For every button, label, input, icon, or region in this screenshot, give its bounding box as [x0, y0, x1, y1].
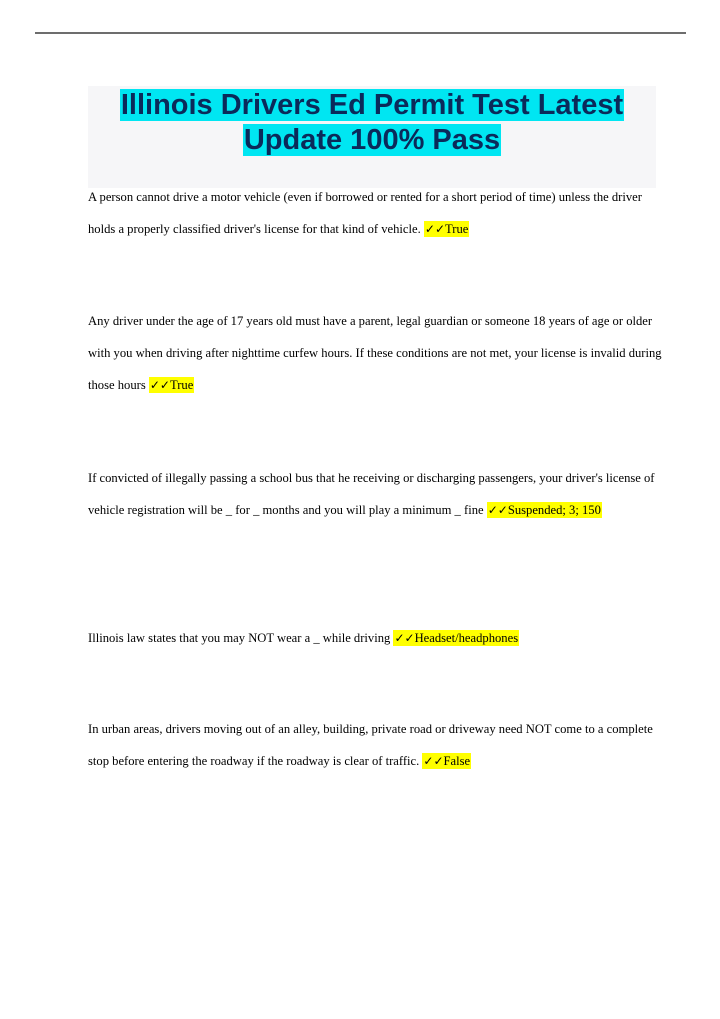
title-block: [88, 86, 656, 188]
question-text: In urban areas, drivers moving out of an alley, building, private road or driveway need NOT come to a complete stop before entering the roadway if the roadway is clear of traffic.: [88, 722, 653, 768]
question-item: [88, 622, 668, 654]
document-title: [88, 88, 656, 158]
answer-highlight: [393, 630, 519, 646]
answer-highlight: [422, 753, 471, 769]
answer-text: True: [445, 222, 469, 236]
top-divider: [35, 32, 686, 34]
double-check-icon: ✓✓: [487, 503, 508, 517]
question-text: Illinois law states that you may NOT wear a _ while driving: [88, 631, 391, 645]
double-check-icon: ✓✓: [394, 631, 415, 645]
question-text: Any driver under the age of 17 years old must have a parent, legal guardian or someone 18 years of age or older with you when driving after nighttime curfew hours. If these conditions are not met, your license is invalid during those hours: [88, 314, 662, 392]
question-text: If convicted of illegally passing a school bus that he receiving or discharging passengers, your driver's license of vehicle registration will be _ for _ months and you will play a minimum _ fine: [88, 471, 655, 517]
double-check-icon: ✓✓: [423, 754, 444, 768]
answer-text: Suspended; 3; 150: [507, 503, 601, 517]
question-item: [88, 181, 668, 245]
answer-text: False: [443, 754, 471, 768]
title-line-1: Illinois Drivers Ed Permit Test Latest: [120, 89, 624, 121]
double-check-icon: ✓✓: [424, 222, 446, 236]
title-line-2: Update 100% Pass: [243, 124, 501, 156]
answer-highlight: [149, 377, 194, 393]
question-text: A person cannot drive a motor vehicle (even if borrowed or rented for a short period of time) unless the driver holds a properly classified driver's license for that kind of vehicle.: [88, 190, 642, 236]
question-item: [88, 713, 668, 777]
double-check-icon: ✓✓: [149, 378, 170, 392]
answer-highlight: [487, 502, 602, 518]
question-item: [88, 462, 668, 526]
answer-text: True: [169, 378, 194, 392]
question-item: [88, 305, 668, 401]
answer-highlight: [424, 221, 469, 237]
answer-text: Headset/headphones: [414, 631, 519, 645]
